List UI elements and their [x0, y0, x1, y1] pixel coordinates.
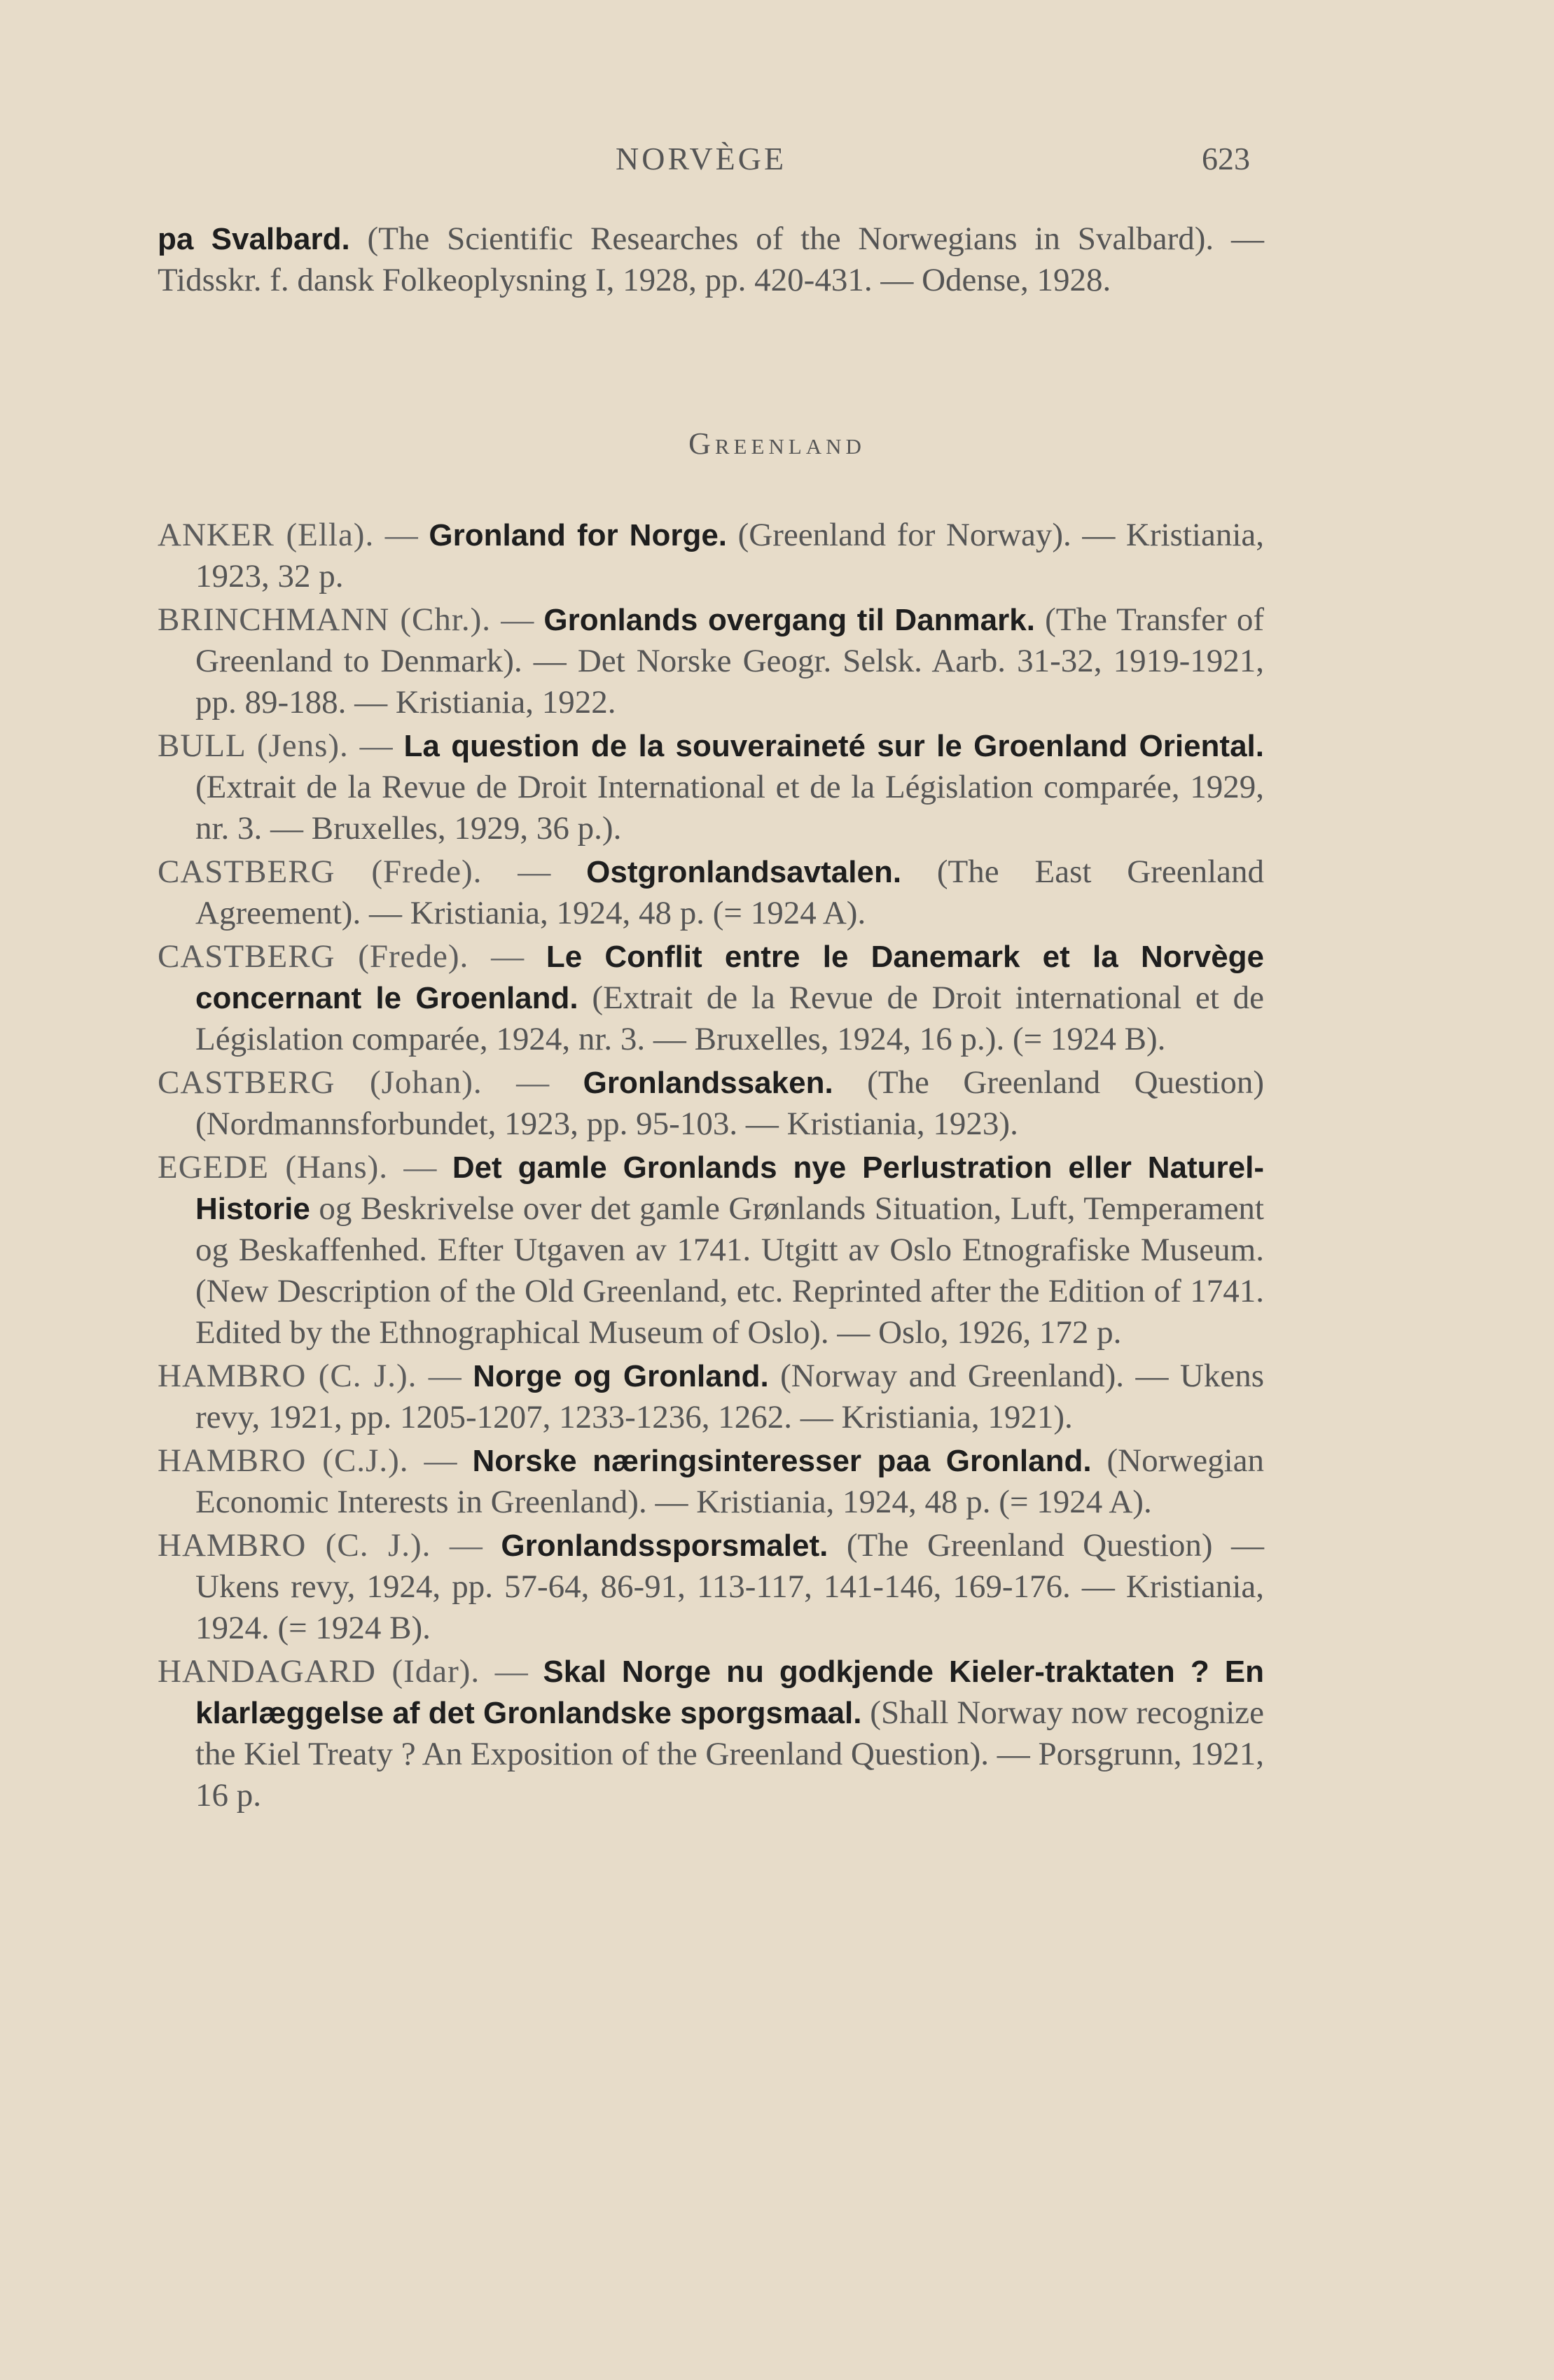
section-heading: Greenland	[688, 426, 866, 461]
bibliography-entry	[158, 1651, 1264, 1816]
entry-details: (Extrait de la Revue de Droit International et de la Législation comparée, 1929, nr. 3. — Bruxelles, 1929, 36 p.).	[195, 769, 1264, 847]
entry-separator: —	[480, 1653, 543, 1690]
entry-title: Gronlandssporsmalet.	[501, 1529, 828, 1563]
page-number: 623	[1202, 141, 1250, 176]
entry-details: (Greenland for Norway). — Kristiania, 1923, 32 p.	[195, 517, 1265, 594]
entry-author: BRINCHMANN (Chr.).	[158, 601, 492, 638]
entry-details: (Shall Norway now recognize the Kiel Treaty ? An Exposition of the Greenland Question). — Porsgrunn, 1921, 16 p.	[195, 1694, 1265, 1814]
bibliography-entry	[158, 1356, 1264, 1438]
entry-title: Gronlands overgang til Danmark.	[543, 603, 1035, 637]
entry-title: Ostgronlandsavtalen.	[586, 855, 902, 889]
entry-author: HAMBRO (C. J.).	[158, 1527, 431, 1564]
bibliography-entry	[158, 936, 1264, 1060]
entry-author: CASTBERG (Frede).	[158, 854, 483, 890]
entry-title: Det gamle Gronlands nye Perlustration eller Naturel-Historie	[195, 1150, 1264, 1226]
entry-separator: —	[374, 517, 429, 553]
entry-author: CASTBERG (Frede).	[158, 938, 469, 975]
bibliography-entry	[158, 851, 1264, 934]
bibliography-entry	[158, 1062, 1264, 1145]
entry-separator: —	[491, 601, 544, 638]
entry-author: HANDAGARD (Idar).	[158, 1653, 480, 1690]
entry-details: (The Transfer of Greenland to Denmark). — Det Norske Geogr. Selsk. Aarb. 31-32, 1919-1921, pp. 89-188. — Kristiania, 1922.	[195, 601, 1264, 721]
running-head	[0, 140, 1554, 182]
entry-separator: —	[431, 1527, 501, 1564]
entry-separator: —	[408, 1442, 473, 1479]
entry-author: BULL (Jens).	[158, 728, 349, 764]
entry-title: Norge og Gronland.	[473, 1359, 769, 1393]
bibliography-entry	[158, 1147, 1264, 1353]
entry-details: (Norway and Greenland). — Ukens revy, 1921, pp. 1205-1207, 1233-1236, 1262. — Kristiania, 1921).	[195, 1358, 1265, 1435]
entry-title: Le Conflit entre le Danemark et la Norvège concernant le Groenland.	[195, 940, 1265, 1015]
entry-author: ANKER (Ella).	[158, 517, 375, 553]
entry-author: CASTBERG (Johan).	[158, 1064, 483, 1101]
entry-details: (The Greenland Question) (Nordmannsforbundet, 1923, pp. 95-103. — Kristiania, 1923).	[195, 1064, 1264, 1142]
bibliography-entry	[158, 1525, 1264, 1649]
entry-title: pa Svalbard.	[158, 222, 350, 256]
bibliography-entry	[158, 725, 1264, 849]
entry-details: (The Greenland Question) — Ukens revy, 1924, pp. 57-64, 86-91, 113-117, 141-146, 169-176. — Kristiania, 1924. (= 1924 B).	[195, 1527, 1264, 1646]
entry-details: og Beskrivelse over det gamle Grønlands Situation, Luft, Temperament og Beskaffenhed. Efter Utgaven av 1741. Utgitt av Oslo Etnografiske Museum. (New Description of the Old Greenland, etc. Reprinted after the Edition of 1741. Edited by the Ethnographical Museum of Oslo). — Oslo, 1926, 172 p.	[195, 1190, 1264, 1351]
entry-author: EGEDE (Hans).	[158, 1149, 389, 1185]
entry-separator: —	[348, 728, 404, 764]
entry-separator: —	[388, 1149, 452, 1185]
entry-details: (Norwegian Economic Interests in Greenland). — Kristiania, 1924, 48 p. (= 1924 A).	[195, 1442, 1264, 1520]
entry-author: HAMBRO (C.J.).	[158, 1442, 409, 1479]
entry-separator: —	[482, 1064, 583, 1101]
entry-title: Skal Norge nu godkjende Kieler-traktaten ? En klarlæggelse af det Gronlandske sporgsmaal.	[195, 1655, 1264, 1730]
entry-title: La question de la souveraineté sur le Groenland Oriental.	[403, 729, 1264, 763]
continued-entry	[158, 218, 1264, 301]
entry-separator: —	[417, 1358, 473, 1394]
entry-title: Norske næringsinteresser paa Gronland.	[472, 1444, 1092, 1478]
bibliography-list	[158, 515, 1264, 1818]
bibliography-entry	[158, 599, 1264, 723]
entry-separator: —	[482, 854, 587, 890]
entry-title: Gronlandssaken.	[583, 1066, 833, 1100]
entry-details: (The Scientific Researches of the Norwegians in Svalbard). — Tidsskr. f. dansk Folkeoplysning I, 1928, pp. 420-431. — Odense, 1928.	[158, 221, 1264, 298]
entry-author: HAMBRO (C. J.).	[158, 1358, 417, 1394]
entry-title: Gronland for Norge.	[429, 518, 728, 552]
running-title: NORVÈGE	[616, 141, 787, 176]
bibliography-entry	[158, 1440, 1264, 1523]
entry-details: (Extrait de la Revue de Droit international et de Législation comparée, 1924, nr. 3. — Bruxelles, 1924, 16 p.). (= 1924 B).	[195, 980, 1264, 1057]
entry-separator: —	[469, 938, 546, 975]
entry-details: (The East Greenland Agreement). — Kristiania, 1924, 48 p. (= 1924 A).	[195, 854, 1265, 931]
bibliography-entry	[158, 515, 1264, 597]
